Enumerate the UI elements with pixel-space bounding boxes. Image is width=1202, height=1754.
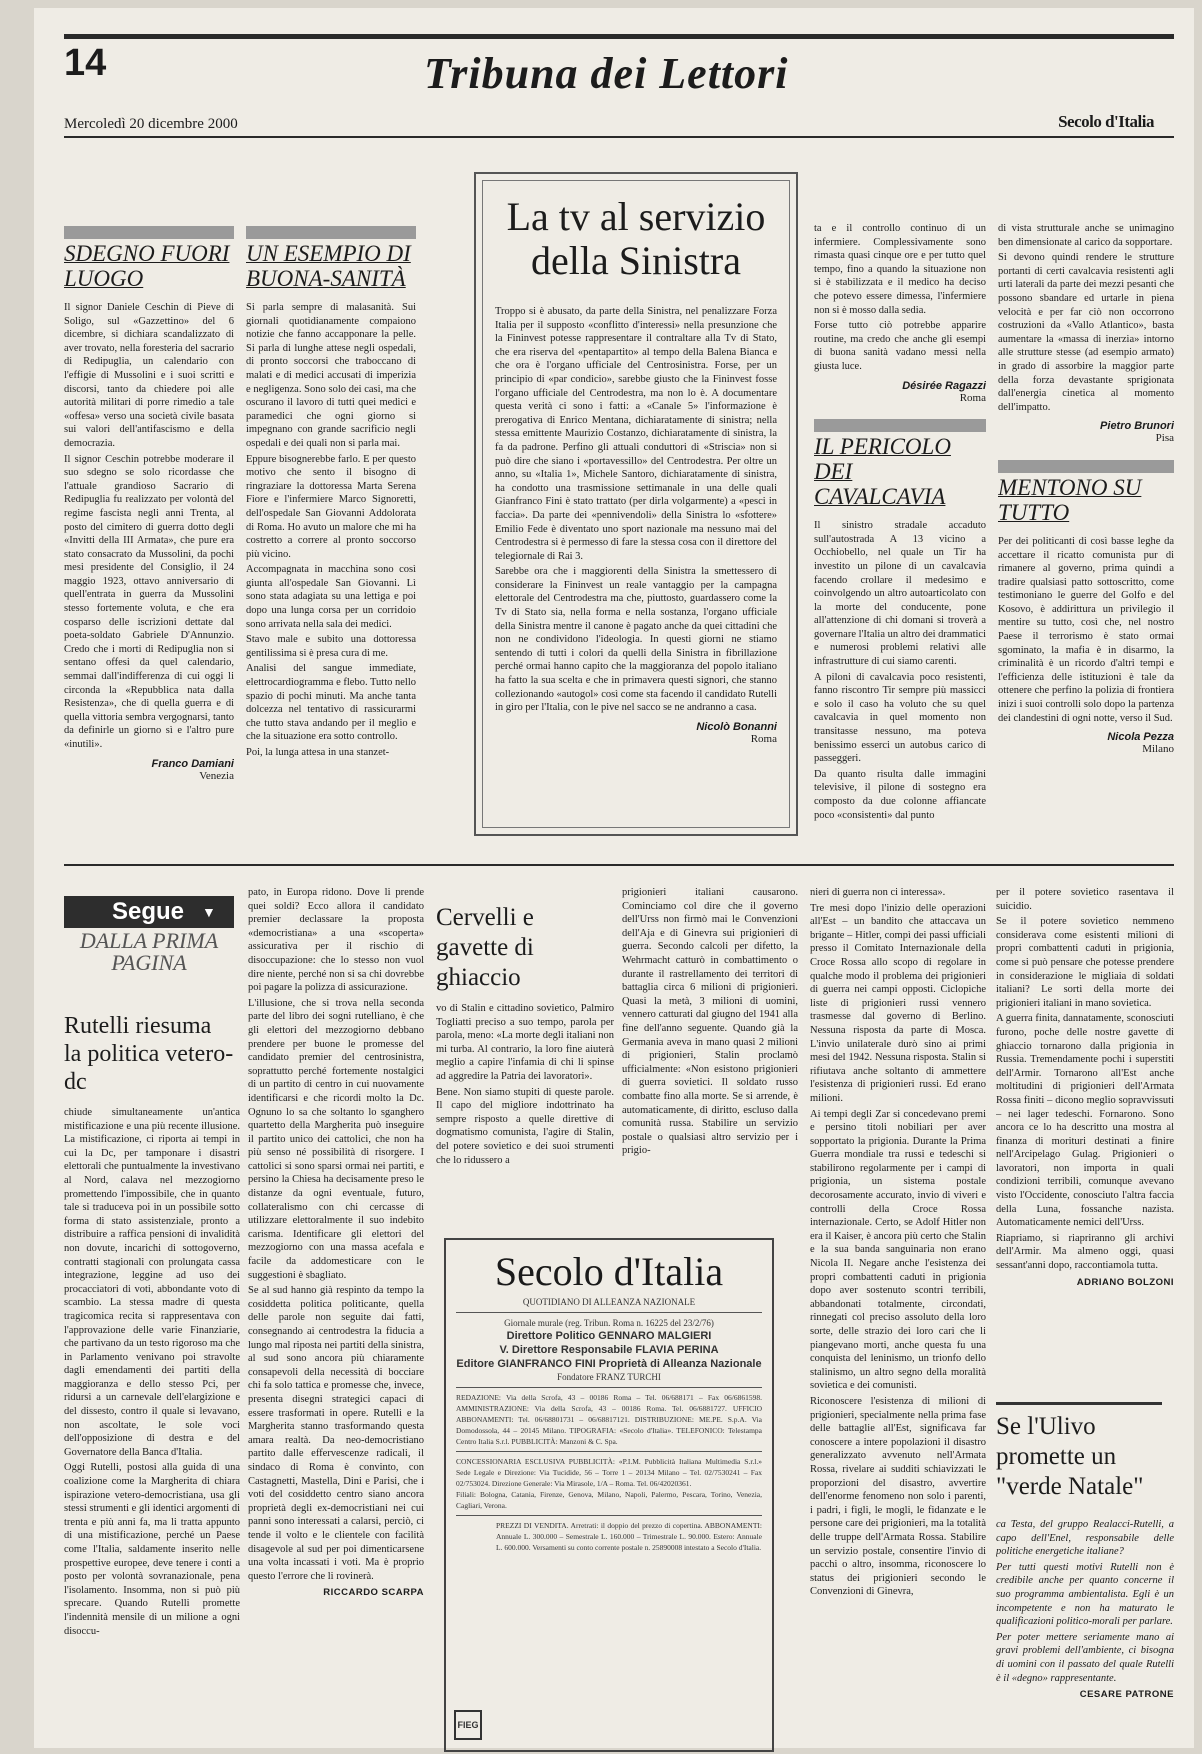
letter-mentono bbox=[998, 222, 1174, 848]
article-paragraph: vo di Stalin e cittadino sovietico, Palmiro Togliatti preciso a suo tempo, parola per parola, meno: «La morte degli italiani non mi turba. Al contrario, la loro fine aiuterà meglio a capire l'infamia di chi li spinse ad aggredire la Patria dei lavoratori». bbox=[436, 1003, 614, 1082]
letter-title: UN ESEMPIO DI BUONA-SANITÀ bbox=[246, 241, 411, 291]
colophon-box bbox=[444, 1238, 774, 1752]
letter-paragraph: Troppo si è abusato, da parte della Sinistra, nel penalizzare Forza Italia per il supposto «conflitto d'interessi» nella presunzione che la Fininvest potesse rappresentare il contraltare alla Tv di Stato, che era riserva del «pentapartito» al tempo della Balena Bianca e che ora è l'organo ufficiale del Centrosinistra. Forse, per un principio di «par condicio», sarebbe giusto che la Fininvest fosse l'organo ufficiale del Centrodestra, ma non lo è. A documentare questa verità ci sono i fatti: a «Canale 5» l'informazione è prerogativa di Enrico Mentana, dichiaratamente di sinistra; nella stessa emittente Maurizio Costanzo, dichiaratamente di sinistra, la fa da padrone. Perfino gli attuali conduttori di «Striscia» non si può dire che siano i «portavessillo» del Centrodestra. Per oltre un anno, su «Italia 1», Michele Santoro, dichiaratamente di sinistra, ha condotto una trasmissione settimanale in una delle quali Gianfranco Fini è stato trattato (per dirla volgarmente) a «pesci in faccia». Da parte dei «pennivendoli» della Sinistra lo «sfottere» Emilio Fede è diventato uno sport nazionale ma nessuno mai del Centrodestra si è permesso di fare la stessa cosa con il direttore del telegiornale di Rai 3. bbox=[495, 306, 777, 562]
segue-title: Rutelli riesuma la politica vetero-dc bbox=[64, 1013, 234, 1095]
letter-paragraph: Analisi del sangue immediate, elettrocardiogramma e flebo. Tutto nello spazio di pochi minuti. Ma anche tanta dolcezza nel tentativo di rassicurarmi che tutto stava andando per il meglio e che la situazione era sotto controllo. bbox=[246, 663, 416, 743]
letter-paragraph: di vista strutturale anche se unimagino ben dimensionate al carico da sopportare. bbox=[998, 223, 1174, 248]
featured-letter-title: La tv al servizio della Sinistra bbox=[506, 194, 766, 283]
segue-column-2 bbox=[248, 886, 424, 1742]
article-paragraph: Oggi Rutelli, postosi alla guida di una coalizione come la Margherita di chiara ispirazione vetero-democristiana, usa gli stessi strumenti e gli identici argomenti di trenta e più anni fa, ma li tratta appunto di una mistificazione, perché un Paese come l'Italia, saldamente inserito nelle prospettive europee, deve tenere i conti a posto per volontà sovranazionale, pena l'isolamento. Insomma, non si può più sprecare. Quando Rutelli promette l'indennità mensile di un milione a ogni disoccu- bbox=[64, 1462, 240, 1637]
heading-bar bbox=[246, 226, 416, 239]
article-paragraph: Riapriamo, si riapriranno gli archivi dell'Armir. Ma almeno oggi, quasi sessant'anni dopo, raccontiamola tutta. bbox=[996, 1232, 1174, 1272]
letter-city: Pisa bbox=[1155, 432, 1174, 445]
letter-sdegno bbox=[64, 226, 234, 846]
header-rule bbox=[64, 136, 1174, 138]
featured-letter-body bbox=[495, 305, 777, 746]
letter-title: MENTONO SU TUTTO bbox=[998, 474, 1142, 525]
colophon-founder: Fondatore FRANZ TURCHI bbox=[557, 1372, 661, 1382]
ulivo-title: Se l'Ulivo promette un "verde Natale" bbox=[996, 1413, 1144, 1500]
article-paragraph: nieri di guerra non ci interessa». bbox=[810, 887, 946, 898]
brand-name: Secolo d'Italia bbox=[1058, 112, 1154, 131]
letter-paragraph: Eppure bisognerebbe farlo. E per questo motivo che sento il bisogno di ringraziare la dottoressa Marta Serena Fiore e l'infermiere Marco Signoretti, dell'ospedale San Giovanni Addolorata di Roma. Ho avuto un malore che mi ha costretto a correre al pronto soccorso più vicino. bbox=[246, 453, 416, 560]
article-paragraph: Tre mesi dopo l'inizio delle operazioni all'Est – un bandito che attaccava un brigante – Hitler, compì dei passi ufficiali presso il Comitato Internazionale della Croce Rossa allo scopo di regolare in qualche modo il problema dei prigionieri di guerra nei campi opposti. Ciclopiche liste di prigionieri russi vennero trasmesse dal governo di Berlino. Nessuna risposta da parte di Mosca. L'invio unilaterale durò sino ai primi mesi del 1942. Nessuna risposta. Stalin si rifiutava anche soltanto di ammettere l'esistenza di prigionieri russi. Ed erano milioni. bbox=[810, 902, 986, 1104]
featured-letter-box bbox=[474, 172, 798, 836]
cervelli-title: Cervelli e gavette di ghiaccio bbox=[436, 904, 534, 991]
ulivo-column bbox=[996, 1518, 1174, 1746]
divider bbox=[456, 1515, 762, 1516]
colophon-text: CONCESSIONARIA ESCLUSIVA PUBBLICITÀ: «P.I.M. Pubblicità Italiana Multimedia S.r.l.» Sede Legale e Direzione: Via Tucidide, 56 – Torre 1 – 20134 Milano – Tel. 02/7530241 – Fax 02/753024. Direzione Generale: Via Mirasole, 1/A – Roma. Tel. 06/42020361. bbox=[456, 1457, 762, 1488]
letter-paragraph: Accompagnata in macchina sono così giunta all'ospedale San Giovanni. Lì sono stata adagiata su una lettiga e poi dopo una lunga corsa per un corridoio sono arrivata nella sala dei medici. bbox=[246, 564, 416, 630]
heading-bar bbox=[64, 226, 234, 239]
divider bbox=[456, 1387, 762, 1388]
letter-paragraph: Stavo male e subito una dottoressa gentilissima si è presa cura di me. bbox=[246, 634, 416, 659]
letter-signature: Désirée Ragazzi bbox=[902, 379, 986, 392]
letter-paragraph: Il signor Daniele Ceschin di Pieve di Soligo, sul «Gazzettino» del 6 dicembre, si dichiara scandalizzato di aver trovato, nella foresteria del sacrario di Redipuglia, un calendario con l'effigie di Mussolini e i suoi scritti e discorsi, tanto da chiedere poi alle autorità militari di porre rimedio a tale «offesa» verso una società civile basata sui valori dell'antifascismo e della democrazia. bbox=[64, 302, 234, 449]
colophon-registration: Giornale murale (reg. Tribun. Roma n. 16225 del 23/2/76) bbox=[504, 1318, 714, 1328]
article-paragraph: Per tutti questi motivi Rutelli non è credibile anche per quanto concerne il suo programma ambientalista. Egli è un incompetente e non ha maturato le qualificazioni politico-morali per parlare. bbox=[996, 1561, 1174, 1628]
letter-paragraph: Da quanto risulta dalle immagini televisive, il pilone di sostegno era composto da due colonne affiancate poco «consistenti» dal punto bbox=[814, 768, 986, 821]
letter-paragraph: Sarebbe ora che i maggiorenti della Sinistra la smettessero di considerare la Fininvest un reale vantaggio per la campagna elettorale del Centrodestra ma che, piuttosto, guardassero come la Tv di Stato sia, nella forma e nella sostanza, l'organo ufficiale della Sinistra mentre il canone è pagato anche da quei cittadini che non ne condividono l'ideologia. In questi giorni ne stiamo sentendo di tutti i colori da quelli della Sinistra in fibrillazione perché ormai hanno capito che la maggioranza del popolo italiano ha fatto la sua scelta e che in primavera questi signori, che stanno collezionando «autogol» così come sta facendo il candidato Rutelli in giro per l'Italia, con le pive nel sacco se ne andranno a casa. bbox=[495, 566, 777, 714]
divider bbox=[456, 1451, 762, 1452]
colophon-vicedirector: V. Direttore Responsabile FLAVIA PERINA bbox=[499, 1344, 719, 1356]
article-paragraph: pato, in Europa ridono. Dove li prende quei soldi? Ecco allora il candidato premier declassare la proposta «democristiana» a una «scoperta» assicurativa per il rischio di disoccupazione: che lo stesso non vuol dire niente, perché non si sa chi dovrebbe poi pagare la polizza di assicurazione. bbox=[248, 887, 424, 994]
divider bbox=[456, 1312, 762, 1313]
colophon-text: REDAZIONE: Via della Scrofa, 43 – 00186 Roma – Tel. 06/688171 – Fax 06/6861598. AMMINISTRAZIONE: Via della Scrofa, 43 – 00186 Roma. Tel. 06/6881727. UFFICIO ABBONAMENTI: Tel. 06/68801731 – 06/68817121. DISTRIBUZIONE: ME.PE. S.p.A. Via Domodossola, 44 – 20145 Milano. TIPOGRAFIA: «Secolo d'Italia». TELEFONICO: Telestampa Centro Italia S.r.l. PUBBLICITÀ: Manzoni & C. Spa. bbox=[456, 1393, 762, 1446]
colophon-text: Filiali: Bologna, Catania, Firenze, Genova, Milano, Napoli, Palermo, Pescara, Torino, Venezia, Cagliari, Verona. bbox=[456, 1490, 762, 1510]
heading-bar bbox=[998, 460, 1174, 473]
article-paragraph: Se il potere sovietico nemmeno considerava come esistenti milioni di propri combattenti caduti in prigionia, come si può pensare che potesse prendere in considerazione le migliaia di soldati italiani? Le sorti della morte dei prigionieri italiani in mano sovietica. bbox=[996, 916, 1174, 1009]
letter-city: Venezia bbox=[199, 769, 234, 782]
article-paragraph: ca Testa, del gruppo Realacci-Rutelli, a capo dell'Enel, responsabile delle politiche energetiche italiane? bbox=[996, 1519, 1174, 1558]
letter-paragraph: Si parla sempre di malasanità. Sui giornali quotidianamente compaiono notizie che fanno accapponare la pelle. Si parla di lunghe attese negli ospedali, di pronto soccorsi che traboccano di malati e di medici accusati di imperizia e negligenza. Sono solo dei casi, ma che oscurano il lavoro di tutti quei medici e paramedici che ogni giorno si impegnano con grande sacrificio negli ospedali e dei quali non si parla mai. bbox=[246, 302, 416, 449]
section-divider bbox=[64, 864, 1174, 866]
article-paragraph: prigionieri italiani causarono. Cominciamo col dire che il governo dell'Urss non firmò mai le Convenzioni dell'Aja e di Ginevra sui prigionieri di guerra. Secondo calcoli per difetto, la Wehrmacht catturò in combattimento o durante il rastrellamento dei territori di battaglia circa 6 milioni di prigionieri. Quasi la metà, 3 milioni di uomini, vennero catturati dal giugno del 1941 alla fine dell'anno seguente. Quando già la Germania aveva in mano quasi 2 milioni di prigionieri, Stalin proclamò ufficialmente: «Non esistono prigionieri di guerra sovietici. Il soldato russo combatte fino alla morte. Se si arrende, è automaticamente, di diritto, escluso dalla comunità russa. Stabilire un servizio postale o qualsiasi altro servizio per i prigio- bbox=[622, 887, 798, 1157]
article-paragraph: Ai tempi degli Zar si concedevano premi e persino titoli nobiliari per aver sopportato la prigionia. Durante la Prima Guerra mondiale tra russi e tedeschi si stabilirono regolarmente per i campi di prigionia, un sistema postale decorosamente accurato, invio di viveri e controlli della Croce Rossa internazionale. Certo, se Adolf Hitler non era il Kaiser, è ancora più certo che Stalin e la sua banda sanguinaria non erano Nicola II. Negare anche l'esistenza dei propri combattenti caduti in prigionia dopo aver sostenuto scontri terribili, abbandonati totalmente, circondati, rinnegati col preciso assoluto della loro sorte, delle strazio dei loro cari che li piangevano morti, anche questa fu una conquista del leninismo, un trionfo dello stalinismo, un altro segno della moralità sovietica e dei comunisti. bbox=[810, 1108, 986, 1392]
letter-paragraph: Il sinistro stradale accaduto sull'autostrada A 13 vicino a Occhiobello, nel quale un Tir ha investito un pilone di un cavalcavia facendo crollare il medesimo e coinvolgendo un altro autoarticolato con la morte del conducente, pone all'attenzione di chi domani si troverà a governare l'Italia un altro dei drammatici e numerosi problemi relativi alle infrastrutture di cui siamo carenti. bbox=[814, 520, 986, 668]
article-signature: RICCARDO SCARPA bbox=[323, 1587, 424, 1599]
letter-buona-sanita bbox=[246, 226, 416, 848]
masthead-title: Tribuna dei Lettori bbox=[424, 49, 789, 98]
article-signature: CESARE PATRONE bbox=[1079, 1689, 1174, 1701]
letter-signature: Pietro Brunori bbox=[1100, 420, 1174, 433]
article-paragraph: L'illusione, che si trova nella seconda parte del libro dei sogni rutelliano, è che gli elettori del mezzogiorno debbano prendere per buone le promesse del candidato premier del centrosinistra, soprattutto perché fortemente nostalgici di un partito di centro in cui nuovamente identificarsi e che ricordi molto la Dc. Ognuno lo sa che soltanto lo sganghero quartetto della Margherita può inseguire il partito unico dei cattolici, che non ha più senso né possibilità di risorgere. I cattolici si sono sparsi ormai nei partiti, e persino la Chiesa ha decisamente preso le distanze da ogni eventuale, futuro, collateralismo con chi cercasse di utilizzare elettoralmente il suo indebito carisma. Identificare gli elettori del mezzogiorno con una massa acefala e facile da addomesticare con le suggestioni è sbagliato. bbox=[248, 997, 424, 1281]
letter-signature: Franco Damiani bbox=[151, 757, 234, 770]
heading-rule bbox=[996, 1402, 1162, 1405]
cervelli-column-a bbox=[436, 1002, 614, 1226]
letter-title: SDEGNO FUORI LUOGO bbox=[64, 241, 230, 291]
letter-city: Roma bbox=[959, 391, 986, 404]
article-paragraph: chiude simultaneamente un'antica mistificazione e una più recente illusione. La mistificazione, ci riporta ai tempi in cui la Dc, per tamponare i disastri elettorali che puntualmente la investivano al Nord, calava nel mezzogiorno promettendo l'impossibile, che in quanto tale si traduceva poi in un possibile sotto forma di stato assistenziale, pronto a distribuire a raffica pensioni di invalidità non dovute, incarichi di sottogoverno, contratti stagionali con prolungata cassa integrazione, leggine ad uso dei procacciatori di voti, abbondante voto di scambio. La stessa madre di questa tragicomica recita si rappresentava con l'approvazione delle varie Finanziarie, che partivano da un testo rigoroso ma che in Parlamento venivano poi stravolte dagli emendamenti dei partiti della maggioranza e dello stesso Pci, per ridursi a un carnevale dell'elargizione e del dissesto, contro il quale si levavano, non ascoltate, le sole voci dell'opposizione di destra e del Governatore della Banca d'Italia. bbox=[64, 1107, 240, 1458]
article-paragraph: A guerra finita, dannatamente, sconosciuti furono, poche delle nostre gavette di ghiaccio tornarono dalla prigionia in Russia. Tremendamente pochi i superstiti dell'Armir. Tornarono all'Est anche moltitudini di prigionieri dell'Armata Rossa finiti – dicono meglio sopravvissuti – nei lager tedeschi. Fornarono. Sono ancora ce lo ha descritto una mostra al finanza di morituri destinati a finire nell'Arcipelago Gulag. Prigionieri o lavoratori, non importa in quali condizioni terribili, comunque avevano visto l'Occidente, conosciuto l'altra faccia della Luna, fossanche nazista. Automaticamente nemici dell'Urss. bbox=[996, 1013, 1174, 1229]
letter-paragraph: Forse tutto ciò potrebbe apparire routine, ma credo che anche gli esempi di buona sanità vadano messi nella giusta luce. bbox=[814, 320, 986, 372]
colophon-text: PREZZI DI VENDITA. Arretrati: il doppio del prezzo di copertina. ABBONAMENTI: Annuale L. 300.000 – Semestrale L. 160.000 – Trimestrale L. 90.000. Estero: Annuale L. 600.000. Versamenti su conto corrente postale n. 25890008 intestato a Secolo d'Italia. bbox=[496, 1521, 762, 1552]
letter-signature: Nicolò Bonanni bbox=[696, 720, 777, 733]
colophon-newspaper-name: Secolo d'Italia bbox=[494, 1249, 724, 1294]
article-paragraph: Se al sud hanno già respinto da tempo la cosiddetta politica politicante, quella delle parole non seguite dai fatti, consegnando ai centrodestra la fiducia a lungo mal riposta nei partiti della sinistra, al sud sono ancora più chiaramente consapevoli della necessità di bocciare chi fa solo tattica e promesse che, invece, presenta disegni strategici capaci di essere trasformati in opere. Rutelli e la Margherita stanno trasformando questa amara realtà. Da neo-democristiano partito dalle effervescenze radicali, il sindaco di Roma è convinto, con Castagnetti, Mastella, Dini e Parisi, che i voti del cosiddetto centro siano ancora proprietà degli ex-democristiani nei cui panni sono interessati a calarsi, perciò, ci tende il volto e le clientele con facilità disagevole al sud per poi dimenticarsene una volta incassati i voti. Ma è proprio questo l'errore che li rovinerà. bbox=[248, 1285, 424, 1582]
segue-column-1 bbox=[64, 1106, 240, 1746]
article-paragraph: Per poter mettere seriamente mano ai gravi problemi dell'ambiente, ci bisogna di uomini con il passato del quale Rutelli è il «degno» rappresentante. bbox=[996, 1631, 1174, 1684]
page-number: 14 bbox=[64, 42, 107, 84]
heading-bar bbox=[814, 419, 986, 432]
cervelli-column-d bbox=[996, 886, 1174, 1366]
letter-paragraph: Poi, la lunga attesa in una stanzet- bbox=[246, 747, 390, 758]
letter-paragraph: Si devono quindi rendere le strutture portanti di certi cavalcavia resistenti agli urti laterali da parte dei mezzi pesanti che possono sbandare ed urtarle in piena velocità e per far ciò non occorrono costruzioni da «Vallo Atlantico», basta aumentare la «massa di inerzia» intorno alle strutture stesse (ad esempio armato) in grado di assorbire la maggior parte della forza devastante sprigionata dall'energia cinetica al momento dell'impatto. bbox=[998, 252, 1174, 413]
article-paragraph: Riconoscere l'esistenza di milioni di prigionieri, specialmente nella prima fase delle battaglie all'Est, significava far conoscere a intere popolazioni il disastro generalizzato avvenuto nell'Armata Rossa, rivelare ai sudditi schiavizzati le proporzioni del disastro, avvertire dell'enorme fenomeno non solo i parenti, i padri, i figli, le mogli, le fidanzate e le persone care dei prigionieri, ma la totalità delle truppe dell'Armata Rossa. Stabilire un servizio postale, consentire l'invio di pacchi o altro, insomma, riconoscere lo status dei prigionieri secondo le Convenzioni di Ginevra, bbox=[810, 1395, 986, 1598]
letter-paragraph: Il signor Ceschin potrebbe moderare il suo sdegno se solo ricordasse che l'attuale grandioso Sacrario di Redipuglia fu realizzato per volontà del regime fascista negli anni Trenta, al posto del cimitero di guerra dotto degli «Invitti della III Armata», che pure era stato consacrato da Mussolini, da pochi mesi presidente del Consiglio, il 24 maggio 1923, ottavo anniversario di quell'entrata in guerra da Mussolini stesso fortemente voluta, e che era cosparso delle iscrizioni dettate dal poeta-soldato Gabriele D'Annunzio. Credo che i morti di Redipuglia non si sentano offesi da quel calendario, semmai dall'indifferenza di cui oggi li circonda la «Repubblica nata dalla Resistenza», che di quella guerra e di quella vittoria sembra vergognarsi, tanto da definirle un giorno sì e l'altro pure «inutili». bbox=[64, 453, 234, 750]
letter-city: Milano bbox=[1142, 743, 1174, 756]
article-paragraph: per il potere sovietico rasentava il suicidio. bbox=[996, 887, 1174, 912]
letter-paragraph: ta e il controllo continuo di un infermiere. Complessivamente sono rimasta quasi cinque ore e per tutto quel tempo, fino a quando la situazione non si è stabilizzata e il medico ha deciso che potevo essere dimessa, l'infermiere non si è mosso dalla sedia. bbox=[814, 223, 986, 316]
top-rule bbox=[64, 34, 1174, 39]
cervelli-column-c bbox=[810, 886, 986, 1746]
letter-title: IL PERICOLO DEI CAVALCAVIA bbox=[814, 434, 951, 510]
segue-subtitle: DALLA PRIMA PAGINA bbox=[79, 928, 219, 975]
newspaper-page bbox=[34, 8, 1194, 1748]
letter-cavalcavia bbox=[814, 222, 986, 848]
colophon-director: Direttore Politico GENNARO MALGIERI bbox=[506, 1330, 712, 1342]
cervelli-column-b bbox=[622, 886, 798, 1226]
section-masthead bbox=[424, 48, 789, 99]
article-paragraph: Bene. Non siamo stupiti di queste parole. Il capo del migliore indottrinato ha sempre risposto a quelle direttive di dogmatismo comunista, l'agire di Stalin, del potere sovietico e dei suoi strumenti che lo ridussero a bbox=[436, 1086, 614, 1166]
segue-label: Segue bbox=[112, 898, 185, 925]
letter-city: Roma bbox=[750, 732, 777, 745]
letter-paragraph: Per dei politicanti di così basse leghe da accettare il ricatto comunista pur di rimanere al governo, prima quindi a tradire qualsiasi patto sottoscritto, come testimoniano le guerre del Golfo e del Kosovo, è addirittura un privilegio il mentire su tutto, così che, nel nostro Paese il terrorismo è stato ormai sgominato, la mafia è in disarmo, la criminalità è un ricordo d'altri tempi e l'efficienza delle istituzioni è tale da ottenere che perfino la polizia di frontiera inizi i suoi controlli solo dopo la partenza dei clandestini di ogni notte, verso il Sud. bbox=[998, 535, 1174, 724]
segue-banner bbox=[64, 896, 234, 928]
colophon-subtitle: QUOTIDIANO DI ALLEANZA NAZIONALE bbox=[522, 1297, 696, 1307]
letter-paragraph: A piloni di cavalcavia poco resistenti, fanno riscontro Tir sempre più massicci e solo il caso ha voluto che su quel cavalcavia in quel momento non transitasse nessuno, ma poteva benissimo esserci un autobus carico di passeggeri. bbox=[814, 671, 986, 765]
colophon-editor: Editore GIANFRANCO FINI Proprietà di Alleanza Nazionale bbox=[456, 1358, 762, 1370]
letter-signature: Nicola Pezza bbox=[1107, 731, 1174, 744]
triangle-down-icon: ▼ bbox=[202, 904, 216, 920]
article-signature: ADRIANO BOLZONI bbox=[1076, 1276, 1174, 1288]
issue-date: Mercoledì 20 dicembre 2000 bbox=[64, 116, 238, 132]
fieg-logo: FIEG bbox=[454, 1710, 482, 1740]
